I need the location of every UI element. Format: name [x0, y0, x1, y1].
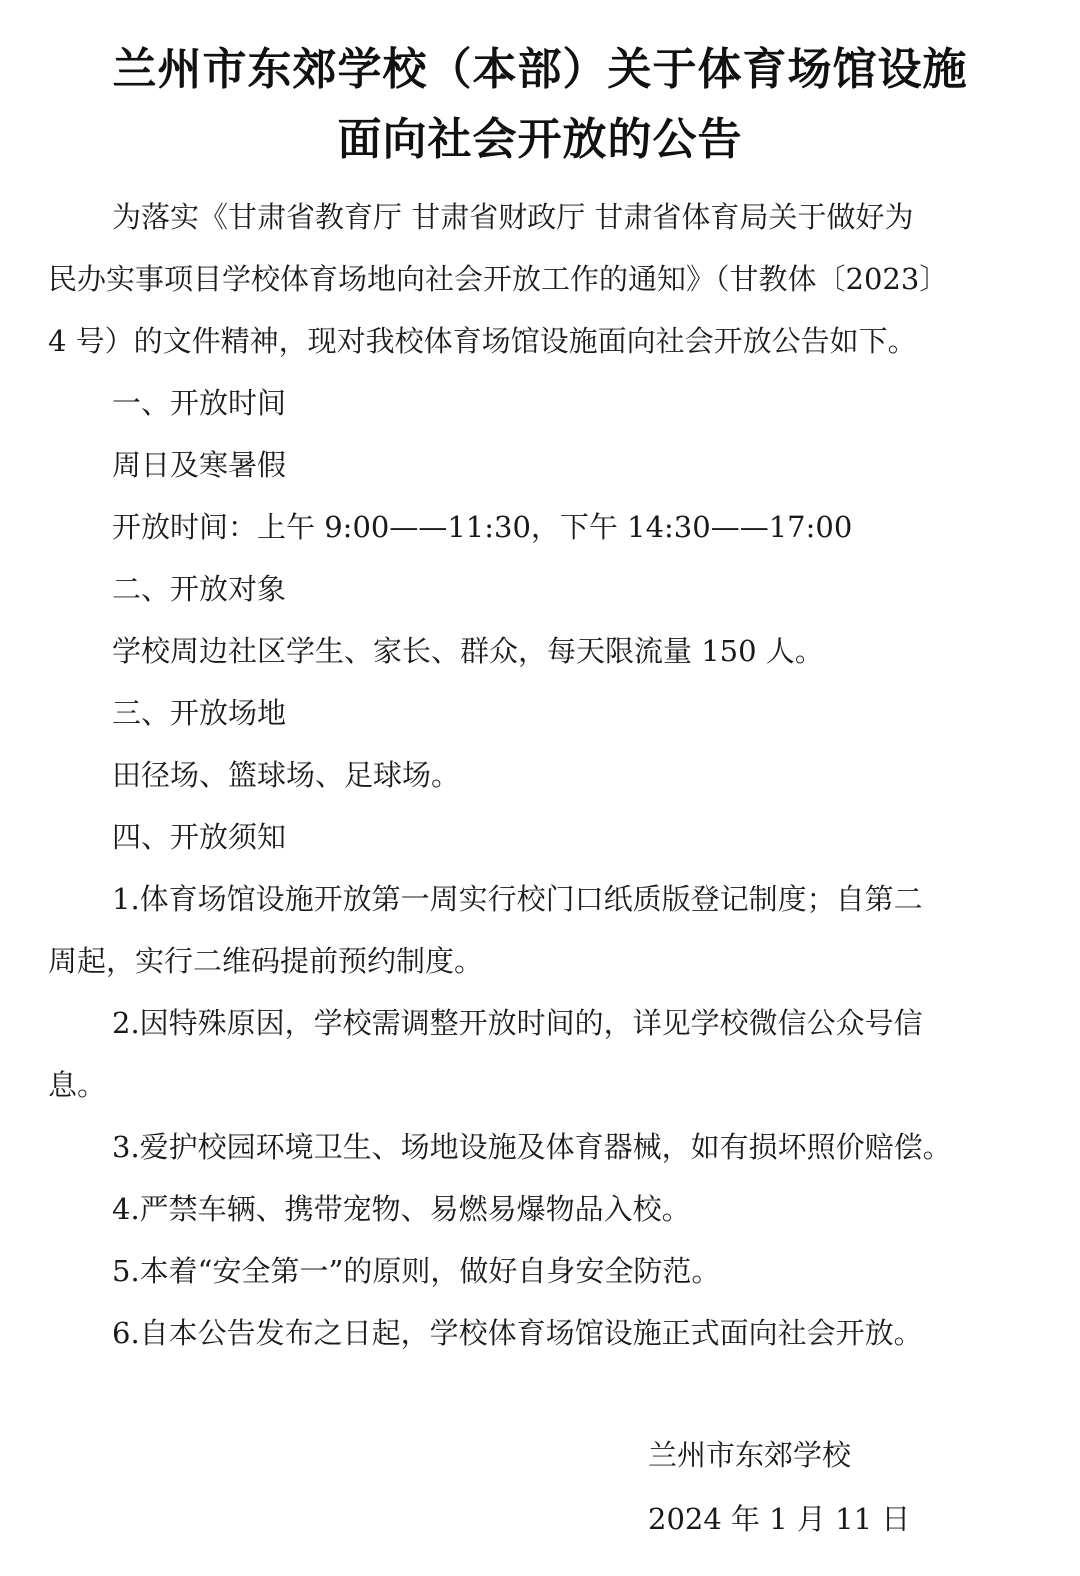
section1-hours: 开放时间：上午 9:00——11:30，下午 14:30——17:00 [112, 510, 853, 544]
section3-heading: 三、开放场地 [112, 696, 287, 730]
section2-heading: 二、开放对象 [112, 572, 287, 606]
notice-item6: 6.自本公告发布之日起，学校体育场馆设施正式面向社会开放。 [112, 1316, 923, 1350]
notice-item2-line2: 息。 [48, 1068, 107, 1102]
intro-line1: 为落实《甘肃省教育厅 甘肃省财政厅 甘肃省体育局关于做好为 [112, 200, 914, 234]
section3-venues: 田径场、篮球场、足球场。 [112, 758, 461, 792]
intro-line3: 4 号）的文件精神，现对我校体育场馆设施面向社会开放公告如下。 [48, 324, 917, 358]
notice-item3: 3.爱护校园环境卫生、场地设施及体育器械，如有损坏照价赔偿。 [112, 1130, 952, 1164]
notice-title-line1: 兰州市东郊学校（本部）关于体育场馆设施 [112, 44, 968, 95]
notice-item1-line1: 1.体育场馆设施开放第一周实行校门口纸质版登记制度；自第二 [112, 882, 923, 916]
notice-item2-line1: 2.因特殊原因，学校需调整开放时间的，详见学校微信公众号信 [112, 1006, 923, 1040]
section2-audience: 学校周边社区学生、家长、群众，每天限流量 150 人。 [112, 634, 824, 668]
notice-item5: 5.本着“安全第一”的原则，做好自身安全防范。 [112, 1254, 721, 1288]
notice-item4: 4.严禁车辆、携带宠物、易燃易爆物品入校。 [112, 1192, 691, 1226]
notice-title-line2: 面向社会开放的公告 [337, 114, 743, 165]
section1-days: 周日及寒暑假 [112, 448, 287, 482]
signature-org: 兰州市东郊学校 [648, 1438, 852, 1472]
signature-date: 2024 年 1 月 11 日 [648, 1502, 911, 1536]
notice-item1-line2: 周起，实行二维码提前预约制度。 [48, 944, 484, 978]
section1-heading: 一、开放时间 [112, 386, 287, 420]
section4-heading: 四、开放须知 [112, 820, 287, 854]
intro-line2: 民办实事项目学校体育场地向社会开放工作的通知》（甘教体〔2023〕 [48, 262, 949, 296]
